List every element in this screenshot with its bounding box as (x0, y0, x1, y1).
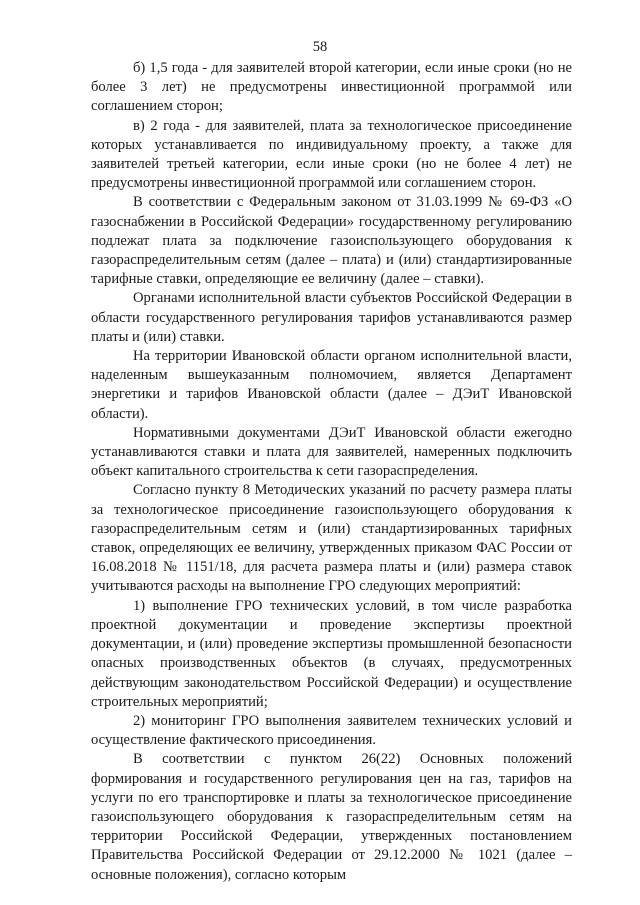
paragraph-list-item-1: 1) выполнение ГРО технических условий, в том числе разработка проектной документации и проведение экспертизы проектной документации, и (или) проведение экспертизы промышленной безопасности опасных производственных объектов (в случаях, предусмотренных действующим законодательством Российской Федерации) и осуществление строительных мероприятий; (91, 597, 572, 710)
paragraph-individual-project-deadline: в) 2 года - для заявителей, плата за технологическое присоединение которых устанавливается по индивидуальному проекту, а также для заявителей третьей категории, если иные сроки (но не более 4 лет) не предусмотрены инвестиционной программой или соглашением сторон. (91, 117, 572, 192)
paragraph-methodical-instructions: Согласно пункту 8 Методических указаний по расчету размера платы за технологическое присоединение газоиспользующего оборудования к газораспределительным сетям и (или) стандартизированных тарифных ставок, определяющих ее величину, утвержденных приказом ФАС России от 16.08.2018 № 1151/18, для расчета размера платы и (или) размера ставок учитываются расходы на выполнение ГРО следующих мероприятий: (91, 482, 572, 595)
paragraph-regional-authorities: Органами исполнительной власти субъектов Российской Федерации в области государственного регулирования тарифов устанавливаются размер платы и (или) ставки. (91, 290, 572, 345)
paragraph-basic-provisions: В соответствии с пунктом 26(22) Основных положений формирования и государственного регулирования цен на газ, тарифов на услуги по его транспортировке и платы за технологическое присоединение газоиспользующего оборудования к газораспределительным сетям на территории Российской Федерации, утвержденных постановлением Правительства Российской Федерации от 29.12.2000 № 1021 (далее – основные положения), согласно которым (91, 751, 572, 883)
paragraph-federal-law-regulation: В соответствии с Федеральным законом от 31.03.1999 № 69-ФЗ «О газоснабжении в Российской Федерации» государственному регулированию подлежат плата за подключение газоиспользующего оборудования к газораспределительным сетям (далее – плата) и (или) стандартизированные тарифные ставки, определяющие ее величину (далее – ставки). (91, 194, 572, 288)
document-body (91, 59, 572, 885)
paragraph-normative-documents: Нормативными документами ДЭиТ Ивановской области ежегодно устанавливаются ставки и плата для заявителей, намеренных подключить объект капитального строительства к сети газораспределения. (91, 424, 572, 480)
page-number: 58 (312, 39, 328, 55)
paragraph-category-two-deadline: б) 1,5 года - для заявителей второй категории, если иные сроки (но не более 3 лет) не предусмотрены инвестиционной программой или соглашением сторон; (91, 60, 572, 115)
paragraph-list-item-2: 2) мониторинг ГРО выполнения заявителем технических условий и осуществление фактического присоединения. (91, 712, 572, 749)
paragraph-ivanovo-department: На территории Ивановской области органом исполнительной власти, наделенным вышеуказанным полномочием, является Департамент энергетики и тарифов Ивановской области (далее – ДЭиТ Ивановской области). (91, 348, 572, 422)
